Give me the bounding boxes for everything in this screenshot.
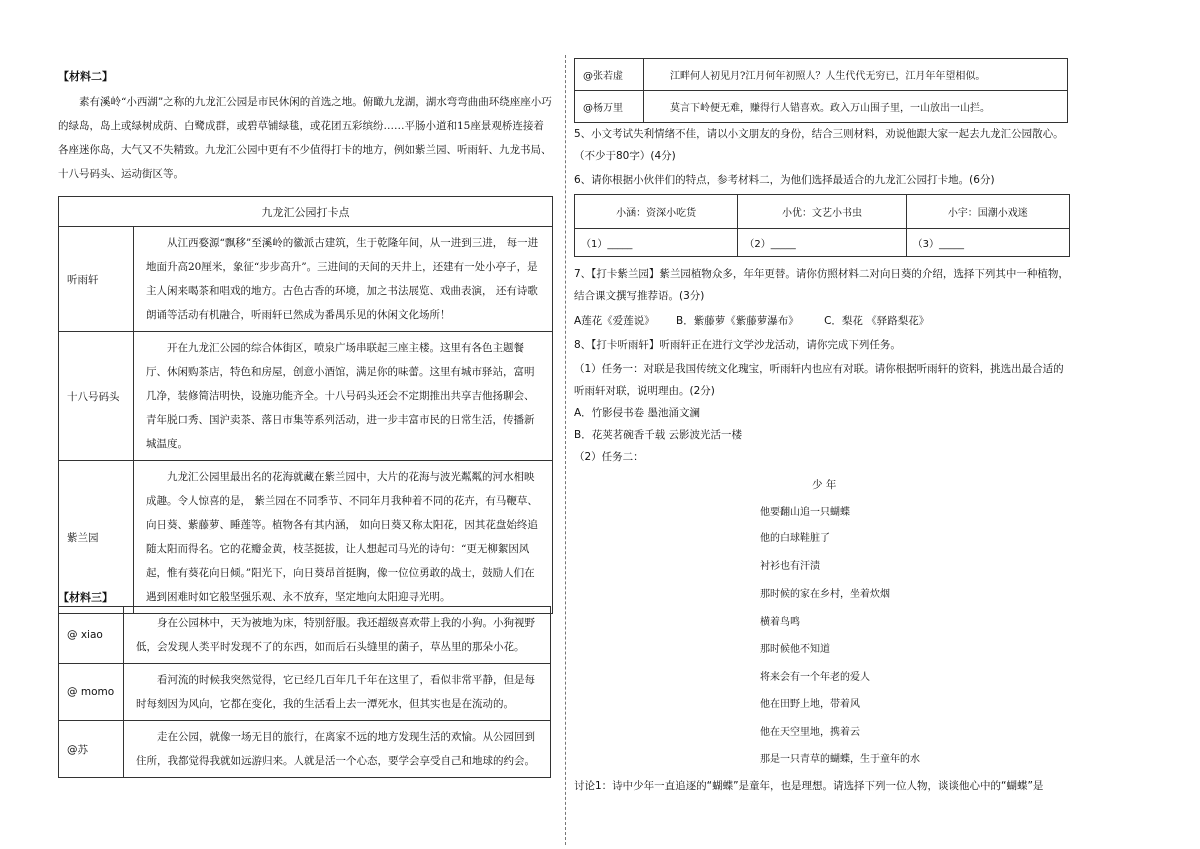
- poem-line-1: 他要翻山追一只蝴蝶: [760, 507, 850, 518]
- question-6-line: 6、请你根据小伙伴们的特点，参考材料二，为他们选择最适合的九龙汇公园打卡地。(6分): [574, 174, 995, 186]
- poets-table: [574, 58, 1068, 123]
- question-7-line1: 7、【打卡紫兰园】紫兰园植物众多，年年更替。请你仿照材料二对向日葵的介绍，选择下列其中一种植物，: [574, 268, 1069, 280]
- poem-line-9: 他在天空里地，携着云: [760, 727, 860, 738]
- poet-name-yangwanli: @杨万里: [575, 91, 644, 123]
- comment-user-su: @苏: [59, 721, 124, 778]
- comment-text-momo: 看河流的时候我突然觉得，它已经几百年几千年在这里了，看似非常平静，但是每时每刻因为风向，它都在变化，我的生活看上去一潭死水，但其实也是在流动的。: [124, 664, 551, 721]
- question-7-line2: 结合课文撰写推荐语。(3分): [574, 290, 705, 302]
- q7-option-c: C．梨花 《驿路梨花》: [824, 315, 930, 327]
- poem-title: 少 年: [812, 479, 837, 491]
- checkin-name-pier18: 十八号码头: [59, 332, 134, 461]
- q8-option-b: B．花荚茗碗香千载 云影波光活一楼: [574, 429, 743, 441]
- poem-line-5: 横着鸟鸣: [760, 617, 800, 628]
- poet-text-yangwanli: 莫言下岭便无难，赚得行人错喜欢。政入万山围子里，一山放出一山拦。: [644, 91, 1068, 123]
- checkin-table: [58, 196, 553, 614]
- poet-name-zhangruoxu: @张若虚: [575, 59, 644, 91]
- comment-text-su: 走在公园，就像一场无目的旅行，在离家不远的地方发现生活的欢愉。从公园回到住所，我都觉得我就如远游归来。人就是活一个心态，要学会享受自己和地球的约会。: [124, 721, 551, 778]
- material2-paragraph: 素有溪岭“小西湖”之称的九龙汇公园是市民休闲的首选之地。俯瞰九龙湖，湖水弯弯曲曲环绕座座小巧的绿岛，岛上或绿树成荫、白鹭成群，或碧草铺绿毯，或花团五彩缤纷……平肠小道和15座景观桥连接着各座迷你岛，大气又不失精致。九龙汇公园中更有不少值得打卡的地方，例如紫兰园、听雨轩、九龙书局、十八号码头、运动街区等。: [58, 96, 552, 180]
- poet-text-zhangruoxu: 江畔何人初见月?江月何年初照人？人生代代无穷已，江月年年望相似。: [644, 59, 1068, 91]
- q7-option-b: B．紫藤萝《紫藤萝瀑布》: [676, 315, 799, 327]
- q8-task2: （2）任务二：: [574, 451, 644, 463]
- q6-header-xiaoyu: 小宇：国潮小戏迷: [906, 195, 1069, 229]
- q6-header-xiaoyou: 小优：文艺小书虫: [738, 195, 906, 229]
- question-5-line1: 5、小文考试失利情绪不佳，请以小文朋友的身份，结合三则材料，劝说他跟大家一起去九龙汇公园散心。: [574, 128, 1064, 140]
- question-8: [574, 334, 1074, 468]
- poem-line-4: 那时候的家在乡村，坐着炊烟: [760, 589, 890, 600]
- column-divider: [565, 55, 566, 845]
- question-5: [574, 123, 1074, 167]
- q6-header-xiaohan: 小涵：资深小吃货: [575, 195, 738, 229]
- q8-task1-line2: 听雨轩对联，说明理由。(2分): [574, 385, 715, 397]
- q6-answer-blank-2[interactable]: （2）_____: [738, 229, 906, 257]
- checkin-table-title: 九龙汇公园打卡点: [59, 197, 553, 227]
- question-8-line: 8、【打卡听雨轩】听雨轩正在进行文学沙龙活动，请你完成下列任务。: [574, 339, 901, 351]
- checkin-text-tingyuxuan: 从江西婺源“飘移”至溪岭的徽派古建筑，生于乾隆年间，从一进到三进， 每一进地面升高20厘米，象征“步步高升”。三进间的天间的天井上，还建有一处小亭子，是主人闲来喝茶和唱戏的地方。古色古香的环境，加之书法展览、戏曲表演， 还有诗歌朗诵等活动有机融合，听雨轩已然成为番禺乐见的休闲文化场所！: [134, 227, 553, 332]
- comments-table: [58, 606, 551, 778]
- q6-answer-blank-1[interactable]: （1）_____: [575, 229, 738, 257]
- question-5-line2: （不少于80字）(4分): [574, 150, 676, 162]
- comment-user-momo: @ momo: [59, 664, 124, 721]
- q7-option-a: A莲花《爱莲说》: [574, 315, 655, 327]
- discussion-1: 讨论1：诗中少年一直追逐的“蝴蝶”是童年，也是理想。请选择下列一位人物，谈谈他心中的“蝴蝶”是: [574, 780, 1044, 792]
- question-7-options: [574, 310, 1074, 332]
- comment-text-xiao: 身在公园林中，天为被地为床，特别舒服。我还超级喜欢带上我的小狗。小狗视野低，会发现人类平时发现不了的东西，如而后石头缝里的菌子，草丛里的那朵小花。: [124, 607, 551, 664]
- poem-line-3: 衬衫也有汗渍: [760, 561, 820, 572]
- checkin-name-zilanyuan: 紫兰园: [59, 461, 134, 614]
- poem-line-6: 那时候他不知道: [760, 644, 830, 655]
- poem-line-8: 他在田野上地，带着风: [760, 699, 860, 710]
- material2-heading: 【材料二】: [58, 70, 113, 83]
- checkin-text-zilanyuan: 九龙汇公园里最出名的花海就藏在紫兰园中，大片的花海与波光粼粼的河水相映成趣。令人惊喜的是， 紫兰园在不同季节、不同年月我种着不同的花卉，有马鞭草、向日葵、紫藤萝、睡莲等。植物各有其内涵， 如向日葵又称太阳花，因其花盘始终追随太阳而得名。它的花瓣金黄，枝茎挺拔，让人想起司马光的诗句：“更无柳絮因风起，惟有葵花向日倾。”阳光下，向日葵昂首挺胸，像一位位勇敢的战士，鼓励人们在遇到困难时如它般坚强乐观、永不放弃，坚定地向太阳迎寻光明。: [134, 461, 553, 614]
- comment-user-xiao: @ xiao: [59, 607, 124, 664]
- q8-option-a: A．竹影侵书卷 墨池涌文澜: [574, 407, 701, 419]
- question-6-table: [574, 194, 1070, 257]
- q6-answer-blank-3[interactable]: （3）_____: [906, 229, 1069, 257]
- checkin-text-pier18: 开在九龙汇公园的综合体街区，喷泉广场串联起三座主楼。这里有各色主题餐厅、休闲购茶店，特色和房屋，创意小酒馆，满足你的味蕾。这里有城市驿站，富明几净，装修简洁明快，设施功能齐全。十八号码头还会不定期推出共享吉他扬聊会、青年脱口秀、国沪卖茶、落日市集等系列活动，进一步丰富市民的日常生活，传播新城温度。: [134, 332, 553, 461]
- poem-line-10: 那是一只青草的蝴蝶，生于童年的水: [760, 754, 920, 765]
- poem-line-2: 他的白球鞋脏了: [760, 533, 830, 544]
- q8-task1-line1: （1）任务一：对联是我国传统文化瑰宝，听雨轩内也应有对联。请你根据听雨轩的资料，挑选出最合适的: [574, 363, 1064, 375]
- poem-line-7: 将来会有一个年老的爱人: [760, 672, 870, 683]
- material3-heading: 【材料三】: [58, 591, 113, 604]
- question-7: [574, 263, 1074, 307]
- checkin-name-tingyuxuan: 听雨轩: [59, 227, 134, 332]
